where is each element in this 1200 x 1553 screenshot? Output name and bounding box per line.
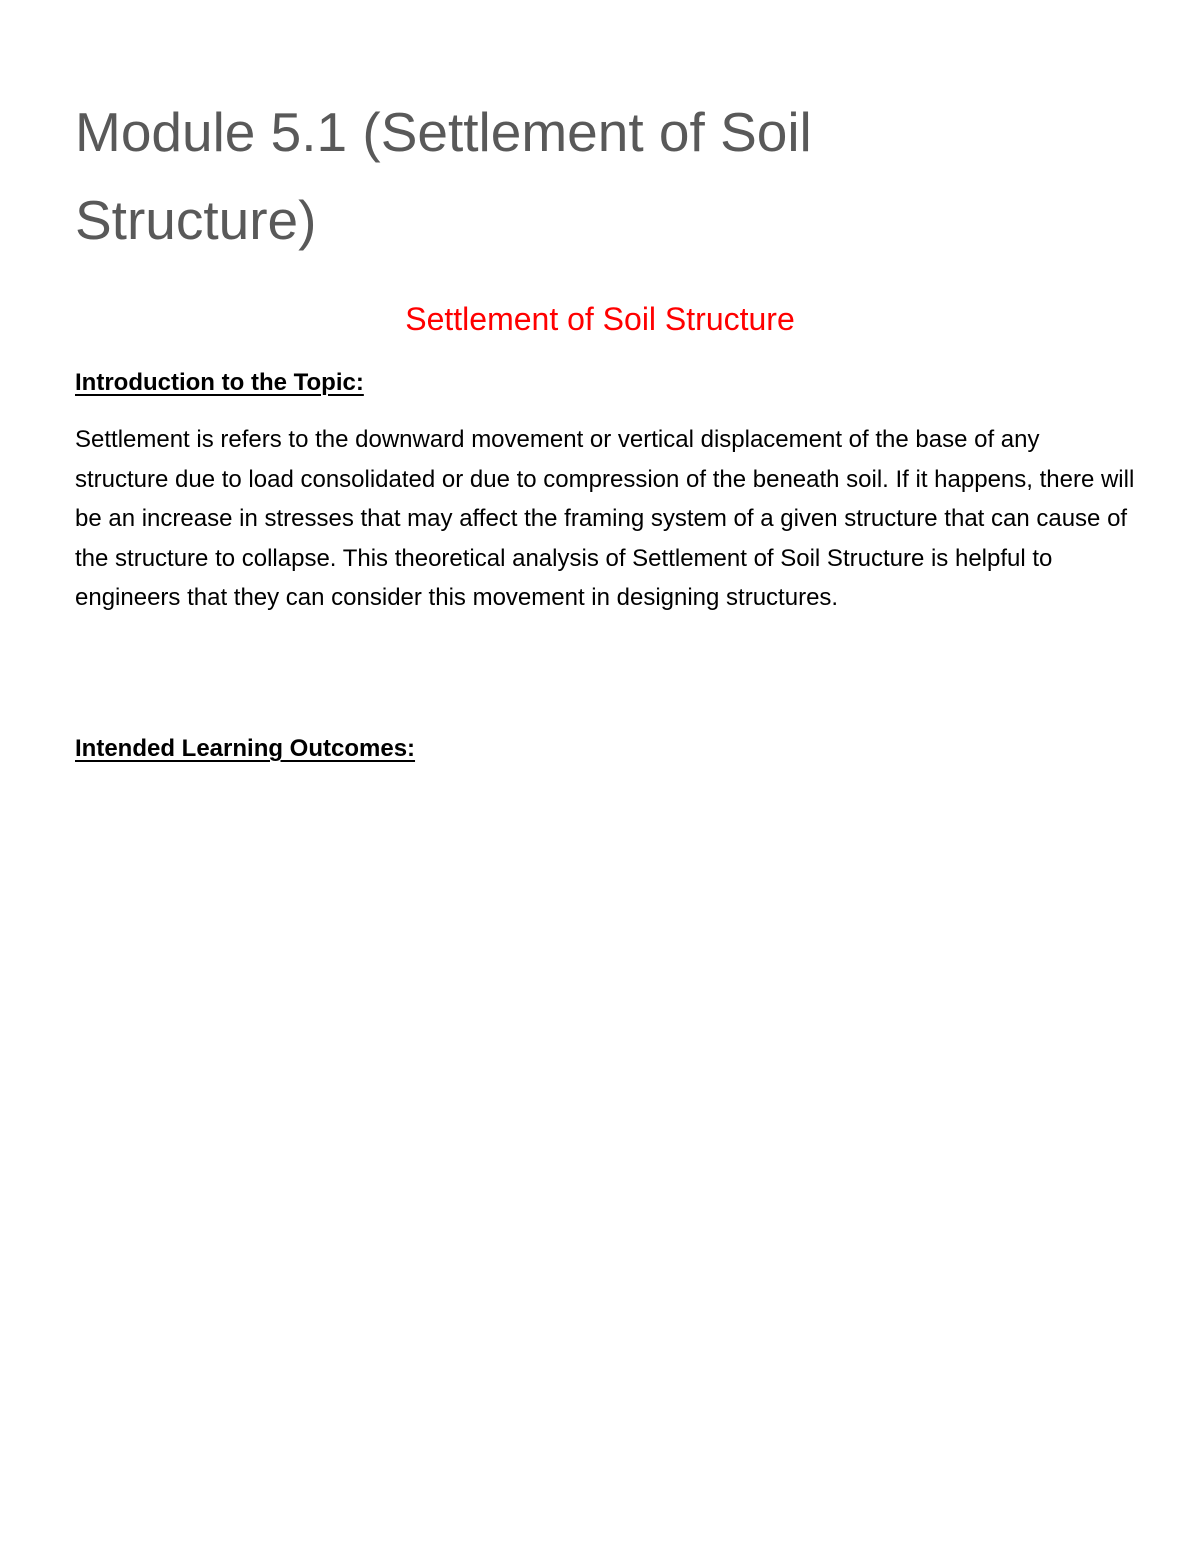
introduction-paragraph: Settlement is refers to the downward movement or vertical displacement of the base of any structure due to load consolidated or due to compression of the beneath soil. If it happens, there will be an increase in stresses that may affect the framing system of a given structure that can cause of the structure to collapse. This theoretical analysis of Settlement of Soil Structure is helpful to engineers that they can consider this movement in designing structures. [75, 426, 1135, 612]
introduction-heading: Introduction to the Topic: [75, 369, 364, 396]
learning-outcomes-heading: Intended Learning Outcomes: [75, 735, 416, 762]
section-title: Settlement of Soil Structure [405, 301, 795, 337]
module-title: Module 5.1 (Settlement of Soil Structure) [75, 101, 812, 251]
